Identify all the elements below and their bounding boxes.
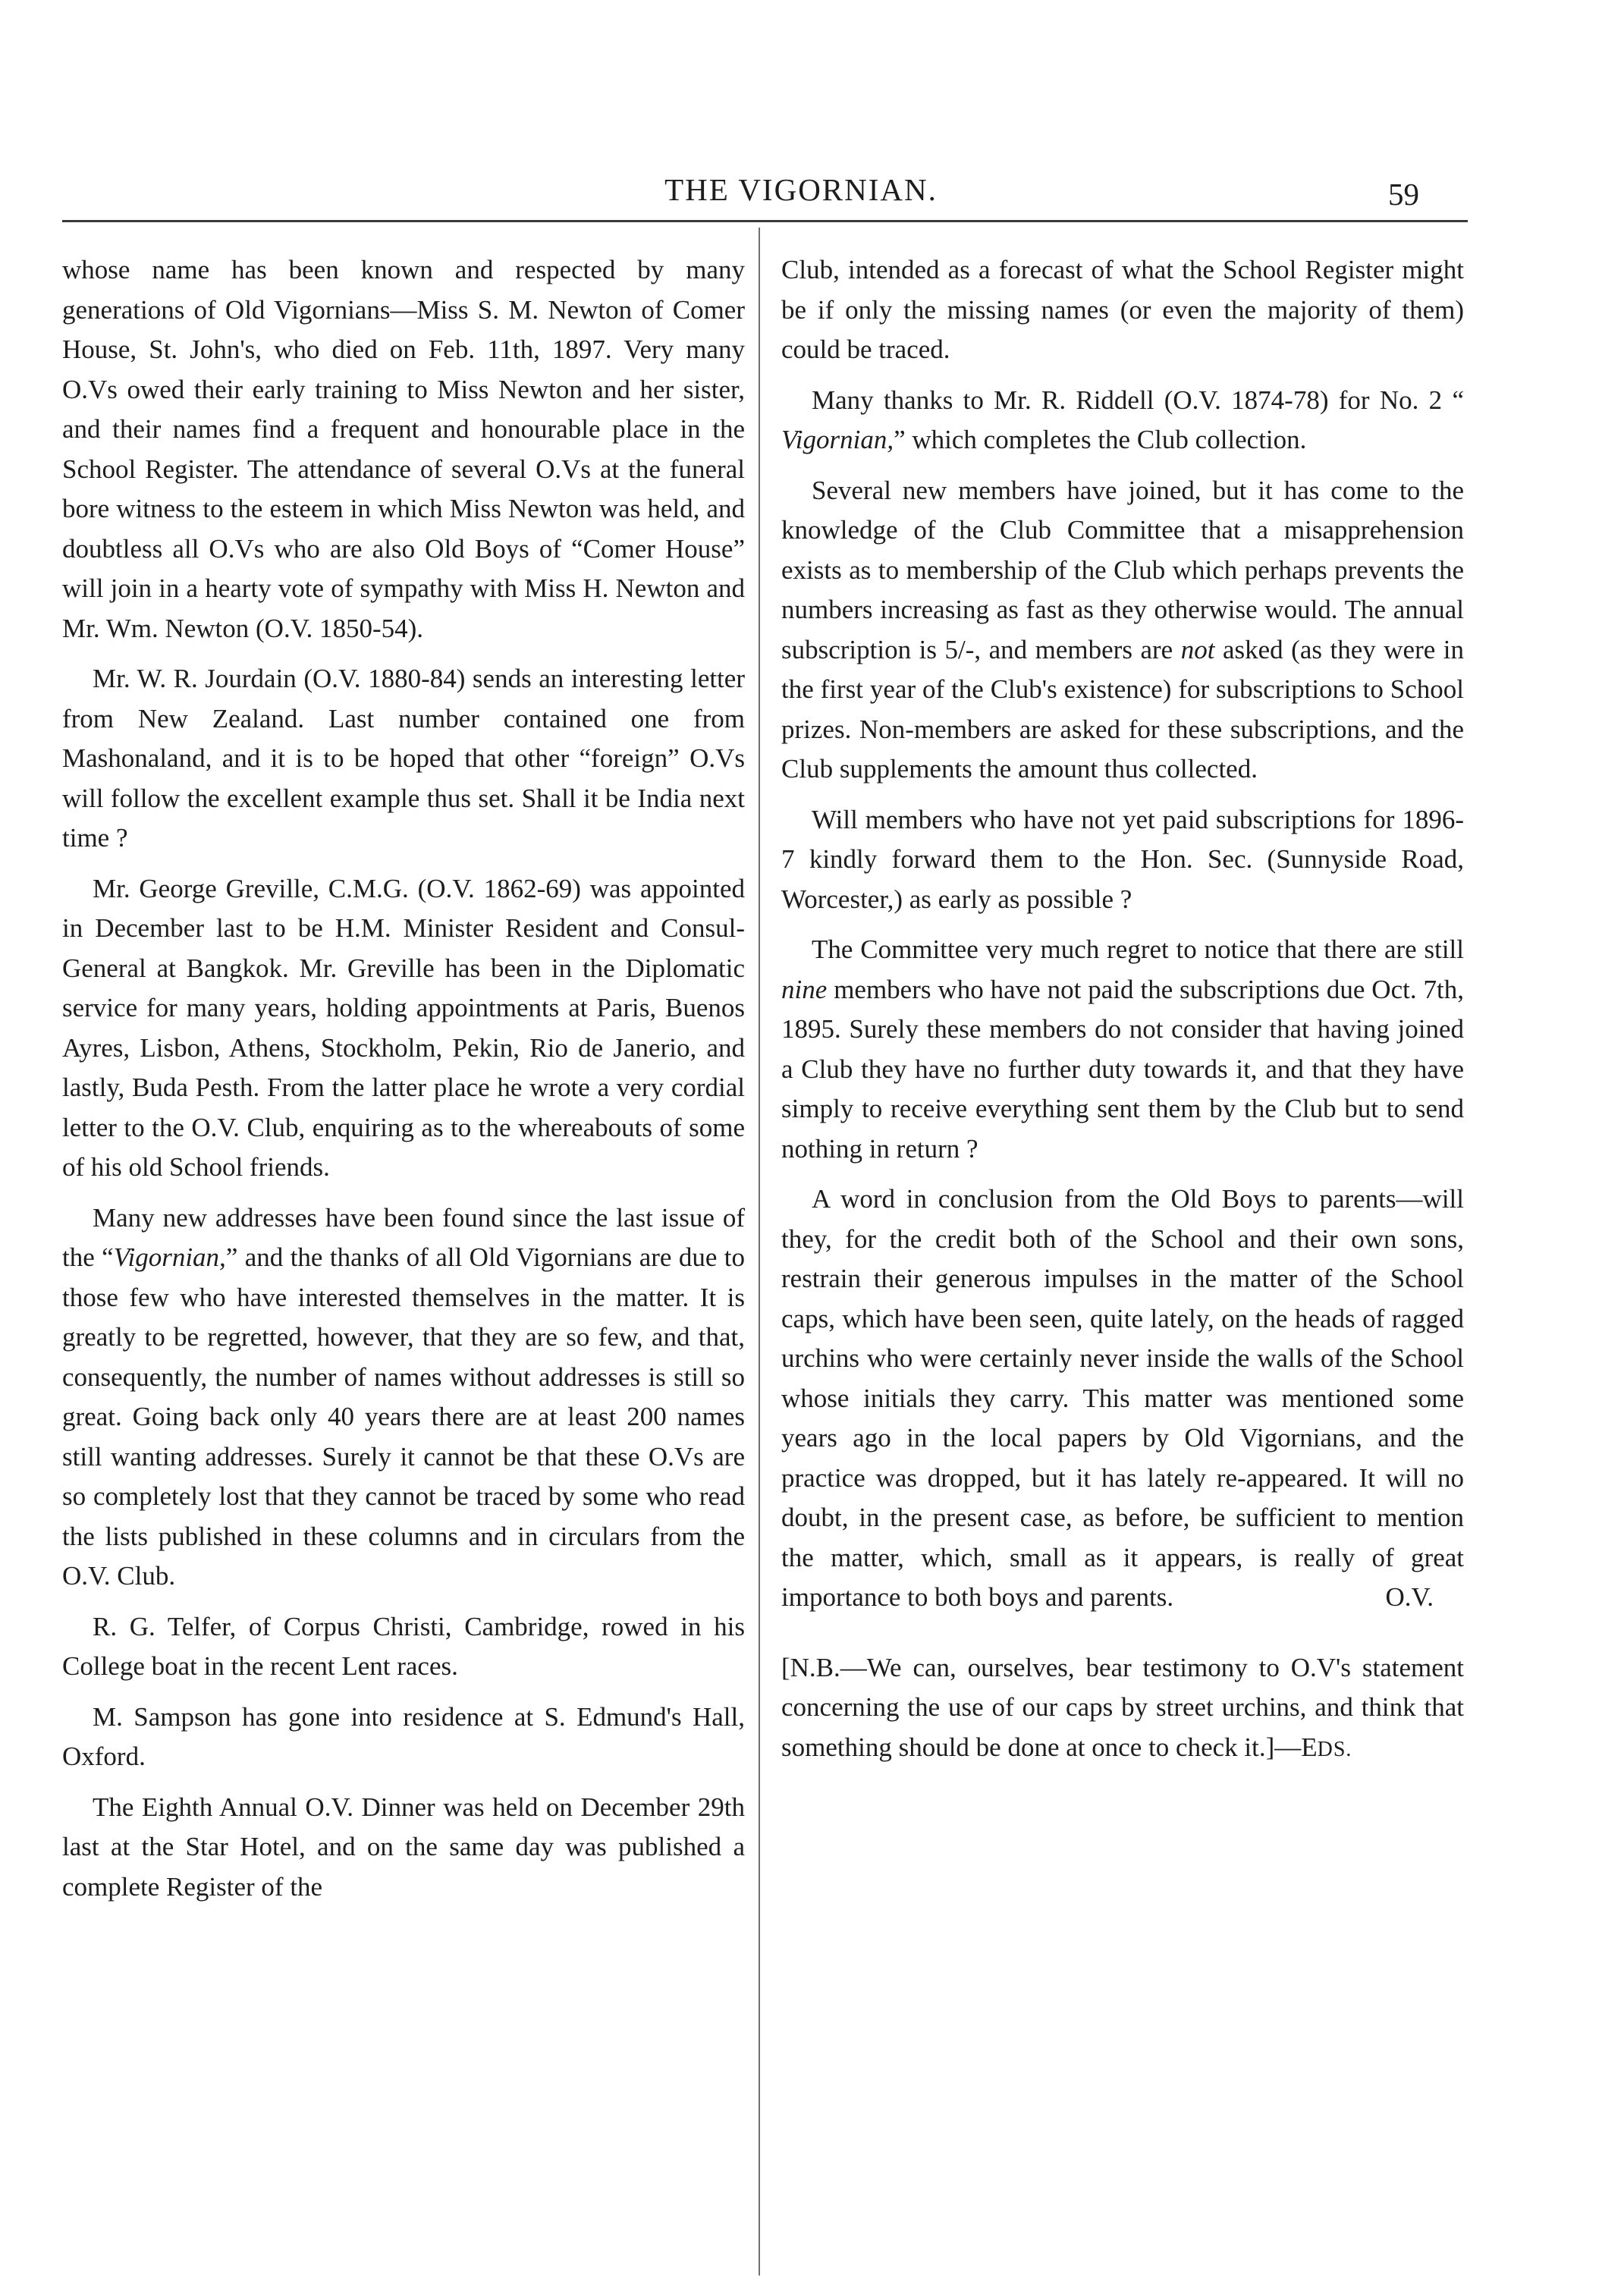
paragraph-jourdain: Mr. W. R. Jourdain (O.V. 1880-84) sends an interesting letter from New Zealand. Last number contained one from Mashonaland, and it is to be hoped that other “foreign” O.Vs will follow the excellent example thus set. Shall it be India next time ?: [62, 664, 745, 853]
editors-note-text: [N.B.—We can, ourselves, bear testimony to O.V's statement concerning the use of our caps by street urchins, and think that something should be done at once to check it.]—E: [781, 1652, 1464, 1762]
right-column: [781, 250, 1464, 1780]
column-divider: [759, 228, 760, 2276]
paragraph-riddell-text-b: ” which completes the Club collection.: [894, 425, 1307, 454]
left-column: [62, 250, 745, 1918]
signature-ov: O.V.: [1385, 1582, 1434, 1612]
paragraph-newton: whose name has been known and respected by many generations of Old Vigornians—Miss S. M. Newton of Comer House, St. John's, who died on Feb. 11th, 1897. Very many O.Vs owed their early training to Miss Newton and her sister, and their names find a frequent and honourable place in the School Register. The attendance of several O.Vs at the funeral bore witness to the esteem in which Miss Newton was held, and doubtless all O.Vs who are also Old Boys of “Comer House” will join in a hearty vote of sympathy with Miss H. Newton and Mr. Wm. Newton (O.V. 1850-54).: [62, 255, 745, 643]
paragraph-telfer: R. G. Telfer, of Corpus Christi, Cambridge, rowed in his College boat in the recent Lent races.: [62, 1611, 745, 1681]
paragraph-committee-text-a: The Committee very much regret to notice that there are still: [812, 934, 1464, 964]
paragraph-greville: Mr. George Greville, C.M.G. (O.V. 1862-69) was appointed in December last to be H.M. Minister Resident and Consul-General at Bangkok. Mr. Greville has been in the Diplomatic service for many years, holding appointments at Paris, Buenos Ayres, Lisbon, Athens, Stockholm, Pekin, Rio de Janerio, and lastly, Buda Pesth. From the latter place he wrote a very cordial letter to the O.V. Club, enquiring as to the whereabouts of some of his old School friends.: [62, 873, 745, 1182]
paragraph-subscriptions: Will members who have not yet paid subscriptions for 1896-7 kindly forward them to the Hon. Sec. (Sunnyside Road, Worcester,) as early as possible ?: [781, 804, 1464, 914]
not-italic: not: [1180, 634, 1215, 664]
paragraph-caps-text: A word in conclusion from the Old Boys to parents—will they, for the credit both of the School and their own sons, restrain their generous impulses in the matter of the School caps, which have been seen, quite lately, on the heads of ragged urchins who were certainly never inside the walls of the School whose initials they carry. This matter was mentioned some years ago in the local papers by Old Vigornians, and the practice was dropped, but it has lately re-appeared. It will no doubt, in the present case, as before, be sufficient to mention the matter, which, small as it appears, is really of great importance to both boys and parents.: [781, 1184, 1464, 1612]
paragraph-membership-text-a: Several new members have joined, but it has come to the knowledge of the Club Committee that a misapprehension exists as to membership of the Club which perhaps prevents the numbers increasing as fast as they otherwise would. The annual subscription is 5/-, and members are: [781, 475, 1464, 664]
page-number: 59: [1388, 177, 1419, 212]
paragraph-sampson: M. Sampson has gone into residence at S. Edmund's Hall, Oxford.: [62, 1701, 745, 1771]
paragraph-addresses: [62, 1198, 745, 1597]
paragraph-riddell: [781, 381, 1464, 460]
header-rule: [62, 220, 1468, 222]
nine-italic: nine: [781, 974, 828, 1004]
editors-note-eds: DS.: [1317, 1737, 1352, 1761]
editors-note: [781, 1648, 1464, 1770]
paragraph-addresses-text-b: ” and the thanks of all Old Vigornians are due to those few who have interested themselves in the matter. It is greatly to be regretted, however, that they are so few, and that, consequently, the number of names without addresses is still so great. Going back only 40 years there are at least 200 names still wanting addresses. Surely it cannot be that these O.Vs are so completely lost that they cannot be traced by some who read the lists published in these columns and in circulars from the O.V. Club.: [62, 1242, 745, 1591]
paragraph-caps: [781, 1179, 1464, 1618]
paragraph-membership-text-b: asked (as they were in the first year of the Club's existence) for subscriptions to School prizes. Non-members are asked for these subscriptions, and the Club supplements the amount thus collected.: [781, 634, 1465, 784]
page-header-title: THE VIGORNIAN.: [664, 172, 938, 207]
paragraph-dinner: The Eighth Annual O.V. Dinner was held on December 29th last at the Star Hotel, and on the same day was published a complete Register of the: [62, 1792, 745, 1902]
vigornian-italic: Vigornian,: [113, 1242, 226, 1272]
vigornian-italic: Vigornian,: [781, 425, 894, 454]
paragraph-committee: [781, 930, 1464, 1169]
paragraph-membership: [781, 471, 1464, 790]
paragraph-committee-text-b: members who have not paid the subscriptions due Oct. 7th, 1895. Surely these members do not consider that having joined a Club they have no further duty towards it, and that they have simply to receive everything sent them by the Club but to send nothing in return ?: [781, 974, 1464, 1164]
paragraph-addresses-text-a: Many new addresses have been found since the last issue of the “: [62, 1202, 745, 1272]
paragraph-register-cont: Club, intended as a forecast of what the School Register might be if only the missing names (or even the majority of them) could be traced.: [781, 255, 1464, 364]
paragraph-riddell-text-a: Many thanks to Mr. R. Riddell (O.V. 1874-78) for No. 2 “: [812, 385, 1464, 415]
